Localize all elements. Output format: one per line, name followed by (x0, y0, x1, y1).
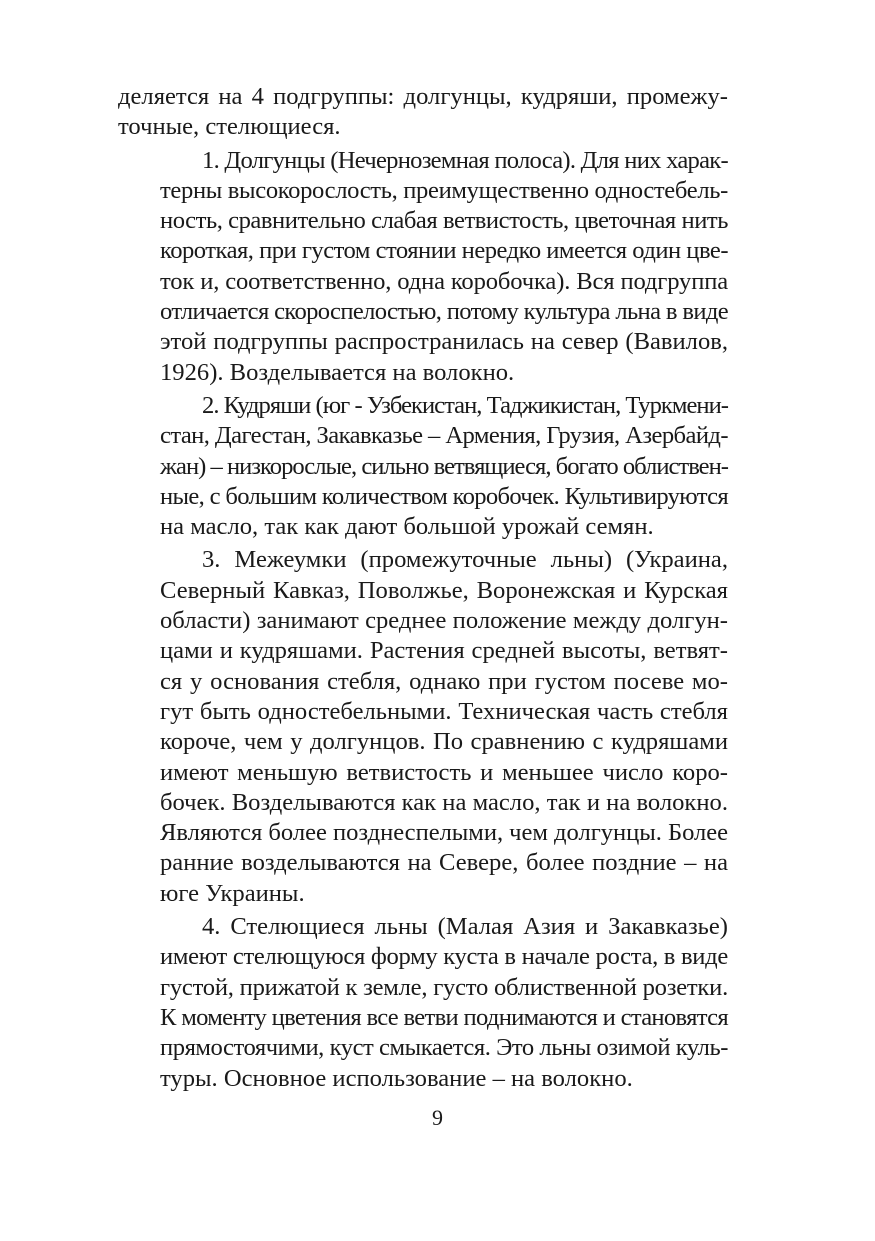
text-line: ся у основания стебля, однако при густом посеве мо- (160, 667, 728, 695)
page-number: 9 (432, 1105, 443, 1130)
text-line: ные, с большим количеством коробочек. Культивируются (160, 482, 728, 510)
text-line: гут быть одностебельными. Техническая часть стебля (160, 697, 728, 725)
text-line: 1. Долгунцы (Нечерноземная полоса). Для них харак- (202, 146, 728, 174)
paragraph-dolguntsy (118, 146, 728, 388)
text-line: имеют стелющуюся форму куста в начале роста, в виде (160, 943, 728, 971)
paragraph-continuation (118, 82, 728, 143)
text-line: короче, чем у долгунцов. По сравнению с кудряшами (160, 728, 728, 756)
text-line: отличается скороспелостью, потому культура льна в виде (160, 298, 728, 326)
text-line: цами и кудряшами. Растения средней высоты, ветвят- (160, 637, 728, 665)
text-line: 2. Кудряши (юг - Узбекистан, Таджикистан, Туркмени- (202, 391, 728, 419)
text-line: ранние возделываются на Севере, более поздние – на (160, 849, 728, 877)
text-line: прямостоячими, куст смыкается. Это льны озимой куль- (160, 1034, 728, 1062)
text-line: терны высокорослость, преимущественно одностебель- (160, 176, 728, 204)
text-line: 4. Стелющиеся льны (Малая Азия и Закавказье) (202, 913, 728, 941)
text-line: этой подгруппы распространилась на север (Вавилов, (160, 328, 728, 356)
page-body (118, 82, 728, 1094)
text-line: 3. Межеумки (промежуточные льны) (Украина, (202, 546, 728, 574)
text-line: области) занимают среднее положение между долгун- (160, 607, 728, 635)
text-line: ность, сравнительно слабая ветвистость, цветочная нить (160, 207, 728, 235)
text-line: ток и, соответственно, одна коробочка). Вся подгруппа (160, 267, 728, 295)
text-line: 1926). Возделывается на волокно. (160, 358, 515, 386)
text-line: бочек. Возделываются как на масло, так и на волокно. (160, 788, 728, 816)
text-line: К моменту цветения все ветви поднимаются и становятся (160, 1003, 728, 1031)
text-line: точные, стелющиеся. (118, 113, 341, 141)
text-line: Являются более позднеспелыми, чем долгунцы. Более (160, 819, 729, 847)
text-line: юге Украины. (160, 879, 305, 907)
paragraph-kudryashi (118, 391, 728, 542)
text-line: стан, Дагестан, Закавказье – Армения, Грузия, Азербайд- (160, 422, 728, 450)
text-line: имеют меньшую ветвистость и меньшее число коро- (160, 758, 728, 786)
text-line: густой, прижатой к земле, густо облиственной розетки. (160, 973, 728, 1001)
text-line: на масло, так как дают большой урожай семян. (160, 513, 654, 541)
text-line: Северный Кавказ, Поволжье, Воронежская и Курская (160, 576, 728, 604)
paragraph-stelyushchiesya (118, 912, 728, 1094)
text-line: деляется на 4 подгруппы: долгунцы, кудряши, промежу- (118, 83, 728, 110)
text-line: туры. Основное использование – на волокно. (160, 1064, 633, 1092)
text-line: короткая, при густом стоянии нередко имеется один цве- (160, 237, 729, 265)
paragraph-mezheumki (118, 545, 728, 909)
text-line: жан) – низкорослые, сильно ветвящиеся, богато облиствен- (160, 452, 728, 480)
